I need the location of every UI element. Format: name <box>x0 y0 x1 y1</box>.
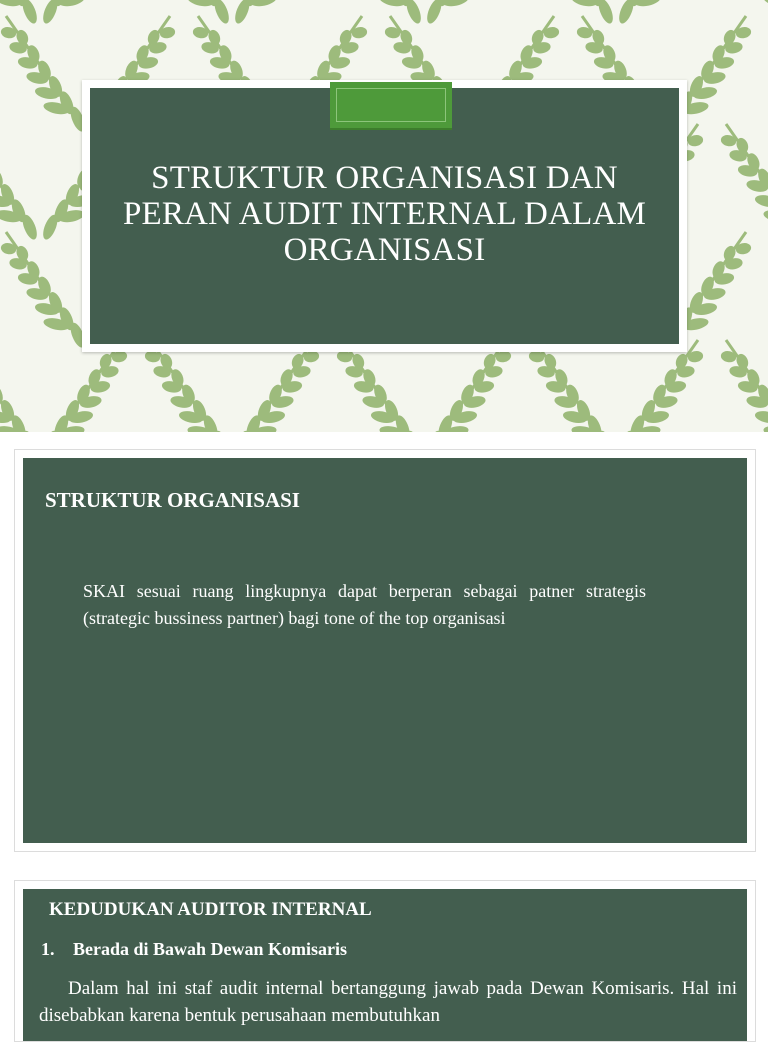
fern-frond <box>424 0 512 25</box>
fern-frond <box>336 0 424 25</box>
fern-frond <box>336 340 424 432</box>
slide-heading: STRUKTUR ORGANISASI <box>45 488 300 513</box>
fern-frond <box>528 0 616 25</box>
fern-frond <box>232 340 320 432</box>
fern-frond <box>0 124 40 241</box>
list-item <box>41 939 347 960</box>
title-frame <box>82 80 687 352</box>
content-slide-kedudukan <box>14 880 756 1042</box>
fern-frond <box>0 16 88 133</box>
fern-frond <box>720 124 768 241</box>
fern-frond <box>424 340 512 432</box>
fern-frond <box>616 0 704 25</box>
fern-frond <box>40 340 128 432</box>
title-panel <box>90 88 679 344</box>
list-item-label: Berada di Bawah Dewan Komisaris <box>73 939 347 959</box>
content-slide-struktur <box>14 449 756 852</box>
slide-body-text: SKAI sesuai ruang lingkupnya dapat berperan sebagai patner strategis (strategic bussiness partner) bagi tone of the top organisasi <box>83 578 646 632</box>
content-panel <box>23 458 747 843</box>
fern-frond <box>144 0 232 25</box>
fern-frond <box>40 0 128 25</box>
fern-frond <box>0 340 40 432</box>
slide-title: STRUKTUR ORGANISASI DAN PERAN AUDIT INTERNAL DALAM ORGANISASI <box>100 160 669 268</box>
fern-frond <box>232 0 320 25</box>
fern-frond <box>528 340 616 432</box>
slide-body-text: Dalam hal ini staf audit internal bertanggung jawab pada Dewan Komisaris. Hal ini disebabkan karena bentuk perusahaan membutuhkan <box>39 975 737 1029</box>
slide-heading: KEDUDUKAN AUDITOR INTERNAL <box>49 899 372 921</box>
fern-frond <box>0 232 88 349</box>
list-item-number: 1. <box>41 939 73 960</box>
fern-frond <box>720 0 768 25</box>
fern-frond <box>0 0 40 25</box>
title-accent-tab <box>330 82 452 130</box>
content-panel <box>23 889 747 1041</box>
fern-frond <box>616 340 704 432</box>
fern-frond <box>720 340 768 432</box>
title-slide <box>0 0 768 432</box>
fern-frond <box>144 340 232 432</box>
